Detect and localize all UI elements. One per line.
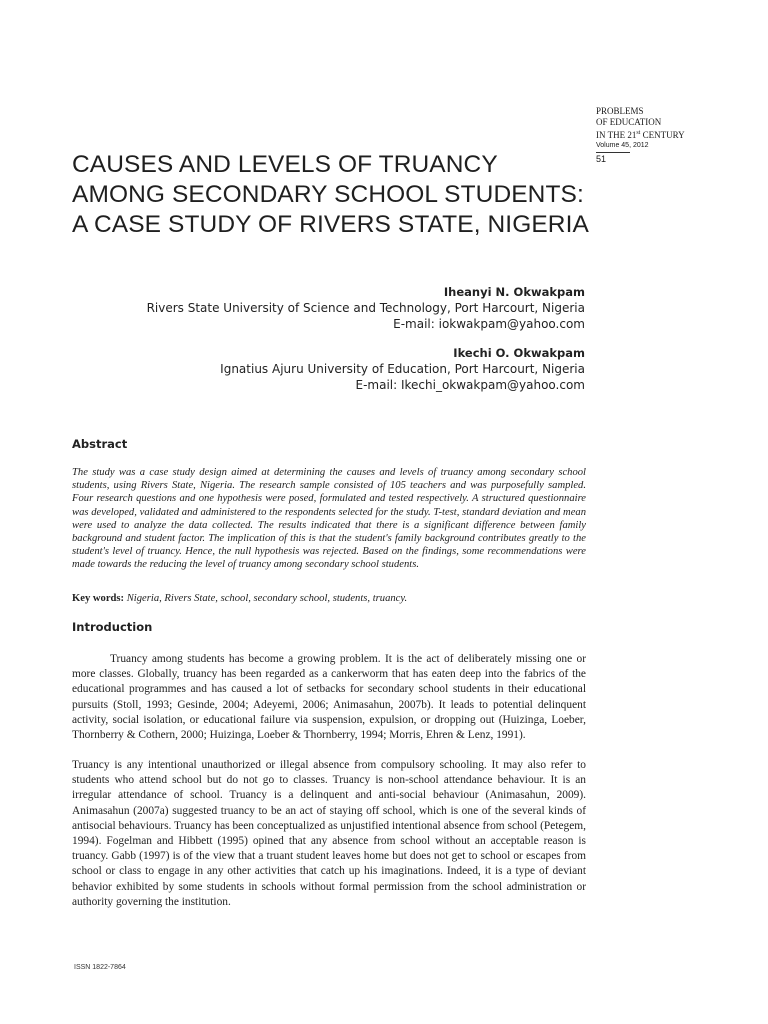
abstract-heading: Abstract bbox=[72, 437, 128, 451]
page-number: 51 bbox=[596, 154, 607, 164]
author-affiliation: Ignatius Ajuru University of Education, Port Harcourt, Nigeria bbox=[220, 362, 585, 376]
introduction-heading: Introduction bbox=[72, 620, 153, 634]
keywords-label: Key words: bbox=[72, 593, 125, 604]
journal-volume: Volume 45, 2012 bbox=[596, 142, 649, 149]
author-block-1 bbox=[147, 284, 585, 332]
author-block-2 bbox=[220, 345, 585, 393]
body-paragraph: Truancy among students has become a growing problem. It is the act of deliberately missing one or more classes. Globally, truancy has been regarded as a cankerworm that has eaten deep into the fabrics of the educational programmes and has caused a lot of setbacks for secondary school students in their educational pursuits (Stoll, 1993; Gesinde, 2004; Adeyemi, 2006; Animasahun, 2007b). It leads to potential delinquent activity, social isolation, or educational failure via suspension, expulsion, or dropping out (Huizinga, Loeber, Thornberry & Cothern, 2000; Huizinga, Loeber & Thornberry, 1994; Morris, Ehren & Lenz, 1991). bbox=[72, 653, 586, 742]
journal-name-line1: PROBLEMS bbox=[596, 106, 644, 116]
author-name: Iheanyi N. Okwakpam bbox=[443, 285, 585, 299]
author-email: E-mail: Ikechi_okwakpam@yahoo.com bbox=[355, 378, 585, 392]
journal-divider bbox=[596, 152, 630, 153]
keywords bbox=[72, 592, 586, 606]
author-email: E-mail: iokwakpam@yahoo.com bbox=[393, 317, 585, 331]
keywords-list: Nigeria, Rivers State, school, secondary school, students, truancy. bbox=[124, 593, 408, 604]
article-title: CAUSES AND LEVELS OF TRUANCY AMONG SECONDARY SCHOOL STUDENTS: A CASE STUDY OF RIVERS STATE, NIGERIA bbox=[72, 151, 589, 238]
journal-name-line3: IN THE 21st CENTURY bbox=[596, 130, 685, 140]
author-name: Ikechi O. Okwakpam bbox=[453, 346, 585, 360]
abstract-text: The study was a case study design aimed at determining the causes and levels of truancy among secondary school students, using Rivers State, Nigeria. The research sample consisted of 105 teachers and was purposefully sampled. Four research questions and one hypothesis were posed, formulated and tested respectively. A structured questionnaire was developed, validated and administered to the respondents selected for the study. T-test, standard deviation and mean were used to analyze the data collected. The results indicated that there is a significant difference between family background and student factor. The implication of this is that the student's family background contributes greatly to the student's level of truancy. Hence, the null hypothesis was rejected. Based on the findings, some recommendations were made towards the reducing the level of truancy among secondary school students. bbox=[72, 467, 586, 571]
body-paragraph: Truancy is any intentional unauthorized or illegal absence from compulsory schooling. It may also refer to students who attend school but do not go to classes. Truancy is non-school attendance behaviour. It is an irregular attendance of school. Truancy is a delinquent and anti-social behaviour (Animasahun, 2009). Animasahun (2007a) suggested truancy to be an act of staying off school, which is one of the several kinds of antisocial behaviours. Truancy has been conceptualized as unjustified intentional absence from school (Petegem, 1994). Fogelman and Hibbett (1995) opined that any absence from school without an acceptable reason is truancy. Gabb (1997) is of the view that a truant student leaves home but does not get to school or escapes from school or class to engage in any other activities that catch up his imaginations. Indeed, it is a type of deviant behavior exhibited by some students in schools without formal permission from the school administration or authority governing the institution. bbox=[72, 759, 586, 908]
issn-footer: ISSN 1822-7864 bbox=[74, 964, 126, 971]
journal-name-line2: OF EDUCATION bbox=[596, 117, 662, 127]
journal-header bbox=[596, 106, 706, 165]
author-affiliation: Rivers State University of Science and Technology, Port Harcourt, Nigeria bbox=[146, 301, 585, 315]
